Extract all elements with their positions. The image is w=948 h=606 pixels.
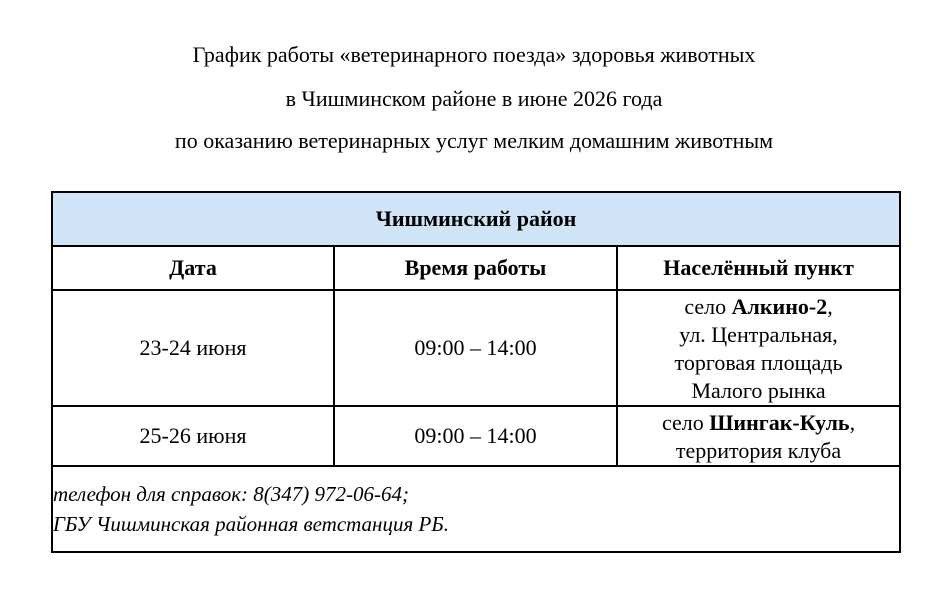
table-row <box>52 290 900 406</box>
place-suffix: , <box>827 294 833 319</box>
title-line-1: График работы «ветеринарного поезда» здоровья животных <box>192 42 756 67</box>
place-suffix: , <box>849 410 856 435</box>
title-line-3: по оказанию ветеринарных услуг мелким домашним животным <box>174 128 774 153</box>
place-line: Малого рынка <box>691 378 826 403</box>
place-prefix: село <box>684 294 732 319</box>
row-date: 23-24 июня <box>52 290 334 406</box>
place-line: ул. Центральная, <box>679 322 838 347</box>
note-row <box>52 466 900 552</box>
place-name: Алкино-2 <box>731 294 828 319</box>
row-time: 09:00 – 14:00 <box>334 290 617 406</box>
schedule-table <box>51 191 901 553</box>
place-line: территория клуба <box>675 438 842 463</box>
column-header-time: Время работы <box>334 246 617 290</box>
row-time: 09:00 – 14:00 <box>334 406 617 466</box>
row-date: 25-26 июня <box>52 406 334 466</box>
contact-note <box>52 466 900 552</box>
place-line: торговая площадь <box>674 350 843 375</box>
district-row <box>52 192 900 246</box>
row-place <box>617 406 900 466</box>
place-name: Шингак-Куль <box>709 410 850 435</box>
place-prefix: село <box>661 410 710 435</box>
district-name: Чишминский район <box>52 192 900 246</box>
place-line-main <box>618 409 899 437</box>
table-header-row <box>52 246 900 290</box>
column-header-date: Дата <box>52 246 334 290</box>
title-line-2: в Чишминском районе в июне 2026 года <box>285 86 663 111</box>
table-row <box>52 406 900 466</box>
column-header-place: Населённый пункт <box>617 246 900 290</box>
place-line-main <box>618 293 899 321</box>
contact-organization: ГБУ Чишминская районная ветстанция РБ. <box>53 512 449 536</box>
contact-phone: телефон для справок: 8(347) 972-06-64; <box>53 482 409 506</box>
row-place <box>617 290 900 406</box>
